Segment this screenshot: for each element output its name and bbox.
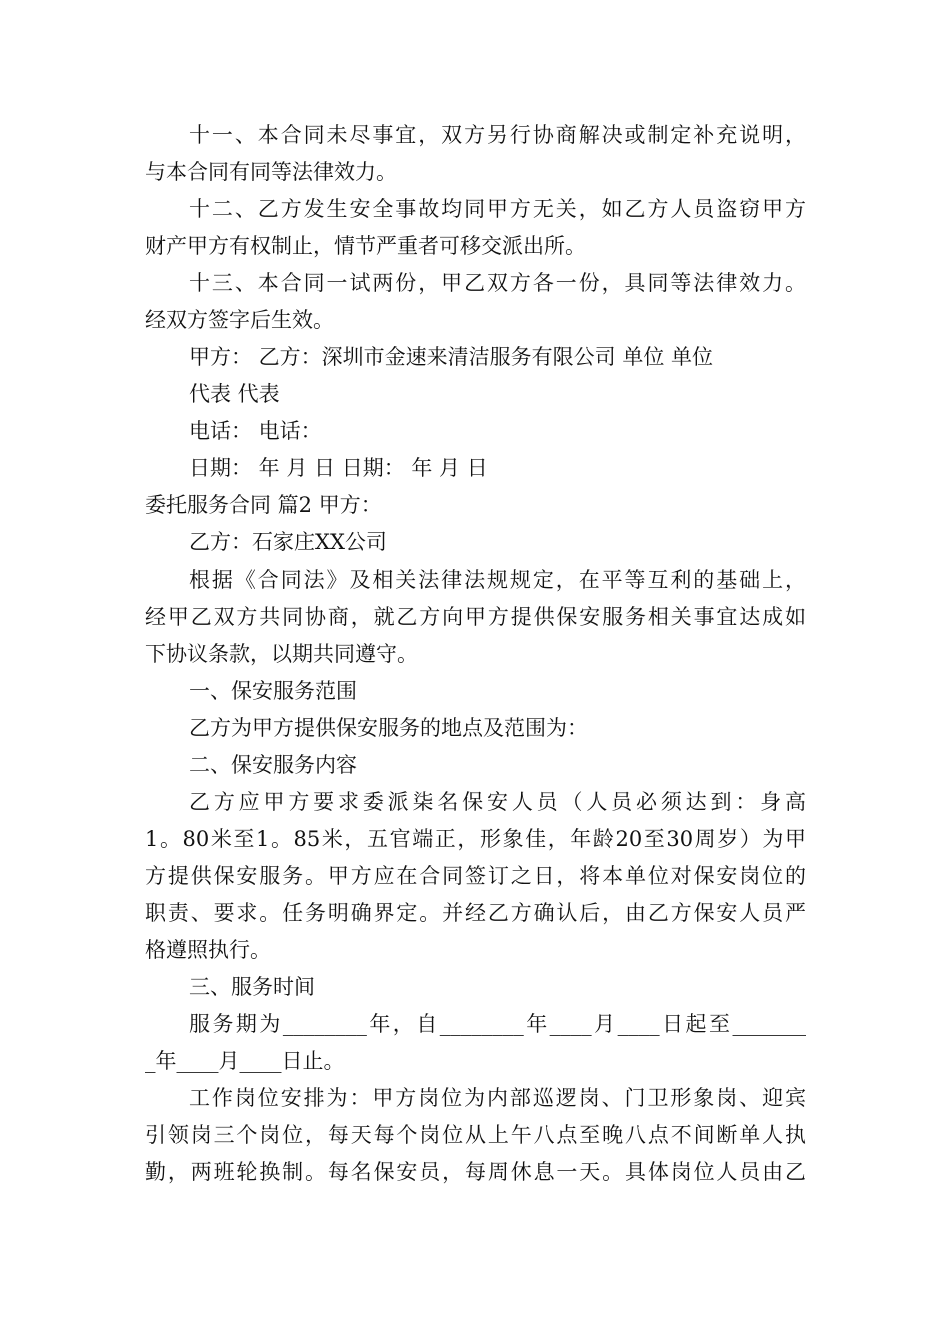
signature-phones: 电话： 电话：: [189, 419, 322, 443]
service-content-line-2: 1。80米至1。85米，五官端正，形象佳，年龄20至30周岁）为甲: [145, 827, 806, 851]
preamble-line-3: 下协议条款，以期共同遵守。: [145, 642, 418, 666]
clause-13-line-2: 经双方签字后生效。: [145, 308, 334, 332]
preamble-line-1: 根据《合同法》及相关法律法规规定，在平等互利的基础上，: [189, 568, 806, 592]
heading-service-content: 二、保安服务内容: [189, 753, 357, 777]
preamble-line-2: 经甲乙双方共同协商，就乙方向甲方提供保安服务相关事宜达成如: [145, 605, 806, 629]
post-arrangement-line-2: 引领岗三个岗位，每天每个岗位从上午八点至晚八点不间断单人执: [145, 1123, 806, 1147]
post-arrangement-line-3: 勤，两班轮换制。每名保安员，每周休息一天。具体岗位人员由乙: [145, 1160, 806, 1184]
service-content-line-5: 格遵照执行。: [145, 938, 271, 962]
party-b-line: 乙方：石家庄XX公司: [189, 530, 387, 554]
post-arrangement-line-1: 工作岗位安排为：甲方岗位为内部巡逻岗、门卫形象岗、迎宾: [189, 1086, 806, 1110]
signature-parties: 甲方： 乙方：深圳市金速来清洁服务有限公司 单位 单位: [189, 345, 714, 369]
service-period-line-1: 服务期为________年，自________年____月____日起至_______: [189, 1012, 806, 1036]
service-scope-line: 乙方为甲方提供保安服务的地点及范围为：: [189, 716, 588, 740]
service-content-line-3: 方提供保安服务。甲方应在合同签订之日，将本单位对保安岗位的: [145, 864, 806, 888]
clause-11-line-1: 十一、本合同未尽事宜，双方另行协商解决或制定补充说明，: [189, 123, 806, 147]
signature-dates: 日期： 年 月 日 日期： 年 月 日: [189, 456, 488, 480]
service-content-line-4: 职责、要求。任务明确界定。并经乙方确认后，由乙方保安人员严: [145, 901, 806, 925]
signature-representatives: 代表 代表: [189, 382, 280, 406]
clause-11-line-2: 与本合同有同等法律效力。: [145, 160, 397, 184]
service-period-line-2: _年____月____日止。: [145, 1049, 345, 1073]
service-content-line-1: 乙方应甲方要求委派柒名保安人员（人员必须达到：身高: [189, 790, 806, 814]
heading-service-scope: 一、保安服务范围: [189, 679, 357, 703]
clause-12-line-2: 财产甲方有权制止，情节严重者可移交派出所。: [145, 234, 586, 258]
section-heading-part-2: 委托服务合同 篇2 甲方：: [145, 493, 382, 517]
clause-12-line-1: 十二、乙方发生安全事故均同甲方无关，如乙方人员盗窃甲方: [189, 197, 806, 221]
heading-service-time: 三、服务时间: [189, 975, 315, 999]
clause-13-line-1: 十三、本合同一试两份，甲乙双方各一份，具同等法律效力。: [189, 271, 806, 295]
